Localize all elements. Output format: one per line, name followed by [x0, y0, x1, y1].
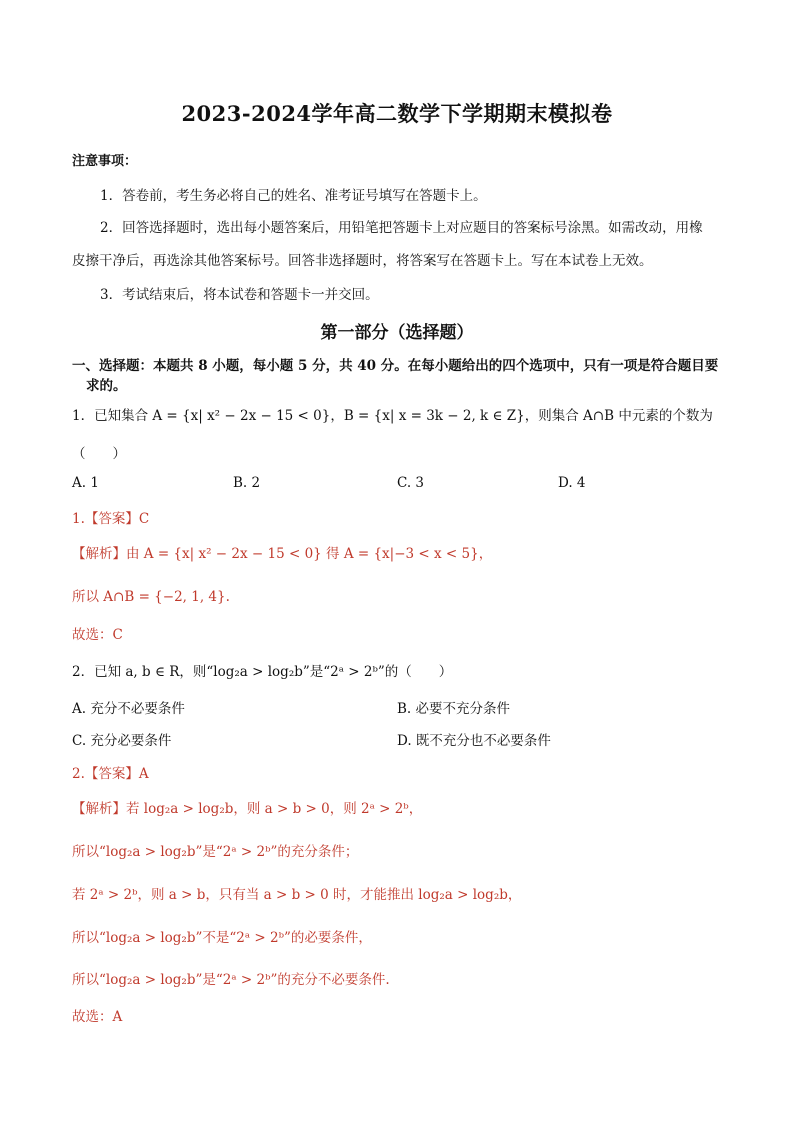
q2-option-a: A. 充分不必要条件 [72, 701, 185, 717]
q1-analysis-label: 【解析】 [72, 546, 126, 562]
q2-answer: 2.【答案】A [72, 766, 149, 782]
q1-option-d: D. 4 [558, 475, 586, 491]
q2-analysis [72, 797, 422, 817]
q1-analysis [72, 542, 492, 562]
q2-analysis-line-1: 若 log₂a > log₂b，则 a > b > 0，则 2ᵃ > 2ᵇ， [126, 801, 423, 817]
q1-paren: （ ） [72, 446, 126, 462]
notice-item-1: 1．答卷前，考生务必将自己的姓名、准考证号填写在答题卡上。 [100, 188, 487, 204]
q2-analysis-line-2: 所以“log₂a > log₂b”是“2ᵃ > 2ᵇ”的充分条件； [72, 844, 359, 860]
notice-item-3: 3．考试结束后，将本试卷和答题卡一并交回。 [100, 287, 379, 303]
q2-analysis-label: 【解析】 [72, 801, 126, 817]
q2-choose: 故选：A [72, 1009, 123, 1025]
q1-option-c: C. 3 [397, 475, 425, 491]
instructions-line-1: 一、选择题：本题共 8 小题，每小题 5 分，共 40 分。在每小题给出的四个选项中，只有一项是符合题目要 [72, 358, 719, 374]
page-title: 2023-2024学年高二数学下学期期末模拟卷 [181, 101, 613, 126]
q1-analysis-line-2: 所以 A∩B = {−2, 1, 4}. [72, 589, 230, 605]
q2-option-d: D. 既不充分也不必要条件 [397, 733, 551, 749]
notice-item-2: 2．回答选择题时，选出每小题答案后，用铅笔把答题卡上对应题目的答案标号涂黑。如需改动，用橡 [100, 220, 703, 236]
q1-answer: 1.【答案】C [72, 511, 150, 527]
q1-choose: 故选：C [72, 627, 123, 643]
q2-analysis-line-4: 所以“log₂a > log₂b”不是“2ᵃ > 2ᵇ”的必要条件， [72, 930, 372, 946]
q2-analysis-line-5: 所以“log₂a > log₂b”是“2ᵃ > 2ᵇ”的充分不必要条件. [72, 972, 390, 988]
instructions-line-2: 求的。 [86, 378, 127, 394]
q1-analysis-line-1: 由 A = {x| x² − 2x − 15 < 0} 得 A = {x|−3 < x < 5}， [126, 546, 493, 562]
q1-option-b: B. 2 [233, 475, 261, 491]
q2-option-c: C. 充分必要条件 [72, 733, 172, 749]
section-title: 第一部分（选择题） [320, 323, 474, 343]
q1-option-a: A. 1 [72, 475, 99, 491]
q2-analysis-line-3: 若 2ᵃ > 2ᵇ，则 a > b，只有当 a > b > 0 时，才能推出 log₂a > log₂b， [72, 887, 522, 903]
q2-stem: 2．已知 a, b ∈ R，则“log₂a > log₂b”是“2ᵃ > 2ᵇ”的（ ） [72, 664, 453, 680]
q2-option-b: B. 必要不充分条件 [397, 701, 511, 717]
notice-item-2-cont: 皮擦干净后，再选涂其他答案标号。回答非选择题时，将答案写在答题卡上。写在本试卷上无效。 [72, 253, 653, 269]
q1-stem: 1．已知集合 A = {x| x² − 2x − 15 < 0}，B = {x| x = 3k − 2, k ∈ Z}，则集合 A∩B 中元素的个数为 [72, 408, 713, 424]
notice-heading: 注意事项： [72, 154, 138, 169]
